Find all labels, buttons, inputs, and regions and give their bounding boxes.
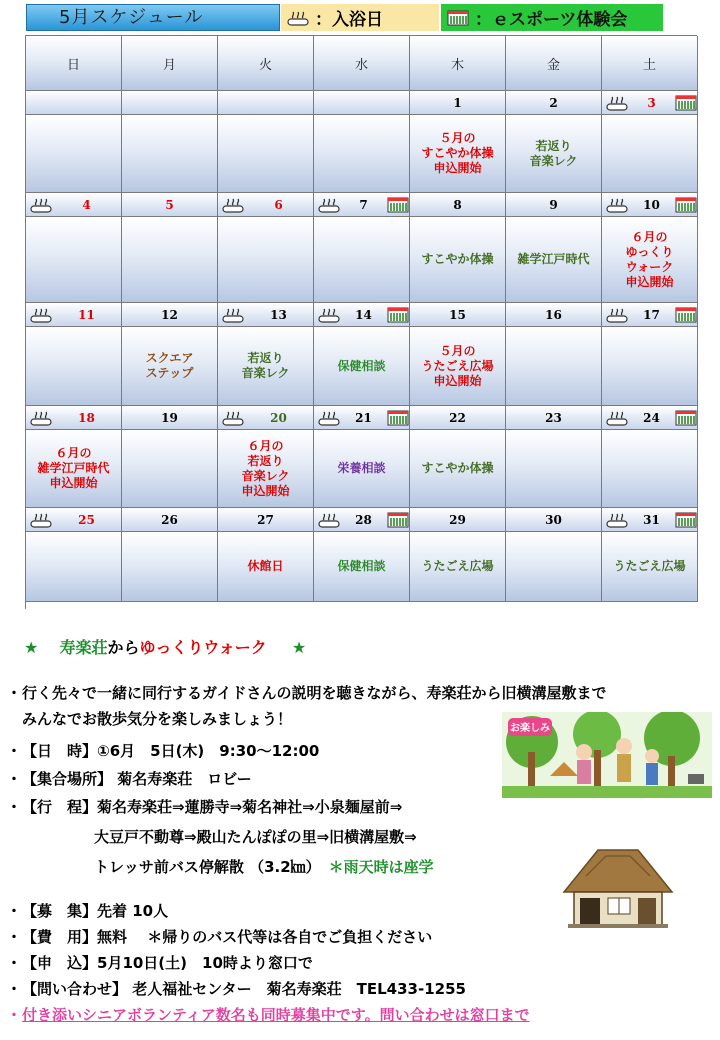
esports-legend [441, 4, 663, 31]
event-cell [506, 532, 602, 602]
date-cell [122, 91, 218, 115]
weekday-header: 金 [506, 36, 602, 91]
inquiry-line: ・【問い合わせ】 老人福祉センター 菊名寿楽荘 TEL433-1255 [6, 980, 466, 998]
weekday-header: 土 [602, 36, 698, 91]
esports-legend-label: ：ｅスポーツ体験会 [475, 10, 628, 30]
date-number: 31 [643, 512, 660, 527]
date-number: 26 [161, 512, 178, 527]
date-cell [506, 303, 602, 327]
date-number: 19 [161, 410, 178, 425]
date-cell [218, 193, 314, 217]
date-cell [506, 91, 602, 115]
date-number: 17 [643, 307, 660, 322]
event-cell [218, 217, 314, 303]
esports-icon [387, 197, 409, 213]
event-cell: すこやか体操 [410, 217, 506, 303]
event-cell [218, 115, 314, 193]
event-cell: スクエア ステップ [122, 327, 218, 406]
hot-spring-icon [30, 197, 52, 213]
event-cell [26, 327, 122, 406]
date-cell [602, 91, 698, 115]
date-number: 4 [82, 197, 91, 212]
walking-people-illustration [502, 712, 712, 798]
date-cell [122, 193, 218, 217]
date-cell [602, 303, 698, 327]
date-number: 12 [161, 307, 178, 322]
date-number: 1 [453, 95, 462, 110]
date-cell [410, 303, 506, 327]
date-number: 18 [78, 410, 95, 425]
hot-spring-icon [606, 512, 628, 528]
event-cell: うたごえ広場 [602, 532, 698, 602]
date-number: 7 [359, 197, 368, 212]
hot-spring-icon [30, 307, 52, 323]
rain-note: ＊雨天時は座学 [328, 858, 434, 876]
date-cell [26, 303, 122, 327]
date-number: 23 [545, 410, 562, 425]
date-number: 6 [274, 197, 283, 212]
event-cell: 栄養相談 [314, 430, 410, 508]
date-number: 3 [647, 95, 656, 110]
route-line-2: 大豆戸不動尊⇒殿山たんぽぽの里⇒旧横溝屋敷⇒ [94, 828, 417, 846]
event-cell [602, 327, 698, 406]
date-cell [506, 508, 602, 532]
date-cell [314, 303, 410, 327]
weekday-header: 水 [314, 36, 410, 91]
volunteer-line: ・付き添いシニアボランティア数名も同時募集中です。問い合わせは窓口まで [6, 1006, 530, 1024]
star-icon: ★ [24, 638, 39, 657]
date-number: 20 [270, 410, 287, 425]
date-number: 10 [643, 197, 660, 212]
event-cell: ６月の ゆっくり ウォーク 申込開始 [602, 217, 698, 303]
hot-spring-icon [222, 410, 244, 426]
date-cell [26, 508, 122, 532]
event-cell: ６月の 若返り 音楽レク 申込開始 [218, 430, 314, 508]
date-cell [26, 406, 122, 430]
intro-line-2: みんなでお散歩気分を楽しみましょう！ [22, 710, 293, 728]
event-cell: 雑学江戸時代 [506, 217, 602, 303]
date-cell [26, 193, 122, 217]
hot-spring-icon [222, 197, 244, 213]
event-cell [122, 430, 218, 508]
walk-heading [24, 635, 306, 658]
weekday-header: 火 [218, 36, 314, 91]
event-cell: 保健相談 [314, 327, 410, 406]
event-cell [26, 115, 122, 193]
weekday-header: 日 [26, 36, 122, 91]
hot-spring-icon [606, 197, 628, 213]
hot-spring-icon [318, 197, 340, 213]
date-number: 13 [270, 307, 287, 322]
recruit-line: ・【募 集】先着 10人 [6, 902, 169, 920]
weekday-header: 月 [122, 36, 218, 91]
event-cell: うたごえ広場 [410, 532, 506, 602]
meeting-line: ・【集合場所】 菊名寿楽荘 ロビー [6, 770, 252, 788]
date-number: 30 [545, 512, 562, 527]
esports-icon [675, 410, 697, 426]
event-cell: ５月の うたごえ広場 申込開始 [410, 327, 506, 406]
date-number: 15 [449, 307, 466, 322]
walk-heading-event: ゆっくりウォーク [139, 638, 267, 657]
date-number: 14 [355, 307, 372, 322]
event-cell: 保健相談 [314, 532, 410, 602]
date-cell [122, 508, 218, 532]
date-cell [218, 303, 314, 327]
esports-icon [675, 95, 697, 111]
event-cell [314, 217, 410, 303]
date-cell [314, 193, 410, 217]
hot-spring-icon [318, 512, 340, 528]
date-cell [218, 91, 314, 115]
hot-spring-icon [318, 410, 340, 426]
event-cell: ５月の すこやか体操 申込開始 [410, 115, 506, 193]
date-cell [410, 508, 506, 532]
date-cell [410, 91, 506, 115]
hot-spring-icon [606, 410, 628, 426]
intro-line-1: ・行く先々で一緒に同行するガイドさんの説明を聴きながら、寿楽荘から旧横溝屋敷まで [6, 684, 607, 702]
walk-heading-from: から [107, 638, 140, 657]
hot-spring-icon [222, 307, 244, 323]
route-line-1: ・【行 程】菊名寿楽荘⇒蓮勝寺⇒菊名神社⇒小泉麺屋前⇒ [6, 798, 403, 816]
event-cell: 若返り 音楽レク [218, 327, 314, 406]
date-cell [602, 406, 698, 430]
date-cell [314, 91, 410, 115]
date-number: 8 [453, 197, 462, 212]
apply-line: ・【申 込】5月10日(土) 10時より窓口で [6, 954, 313, 972]
event-cell: 若返り 音楽レク [506, 115, 602, 193]
hot-spring-icon [606, 307, 628, 323]
hot-spring-icon [318, 307, 340, 323]
thatched-house-illustration [558, 836, 676, 932]
date-cell [314, 508, 410, 532]
esports-icon [387, 307, 409, 323]
date-cell [26, 91, 122, 115]
walk-heading-place: 寿楽荘 [59, 638, 108, 657]
date-number: 5 [165, 197, 174, 212]
illustration-sign-text: お楽しみ [510, 723, 550, 734]
date-cell [506, 193, 602, 217]
hot-spring-icon [30, 512, 52, 528]
schedule-title: 5月スケジュール [26, 4, 280, 31]
esports-icon [675, 197, 697, 213]
date-number: 28 [355, 512, 372, 527]
event-cell: 休館日 [218, 532, 314, 602]
bath-legend-label: ：入浴日 [315, 10, 383, 30]
event-cell [26, 217, 122, 303]
event-cell: ６月の 雑学江戸時代 申込開始 [26, 430, 122, 508]
event-cell [122, 115, 218, 193]
date-number: 24 [643, 410, 660, 425]
event-cell [122, 532, 218, 602]
date-number: 16 [545, 307, 562, 322]
event-cell: すこやか体操 [410, 430, 506, 508]
route-line-3: トレッサ前バス停解散 （3.2㎞） ＊雨天時は座学 [94, 858, 434, 876]
hot-spring-icon [30, 410, 52, 426]
date-number: 2 [549, 95, 558, 110]
date-number: 25 [78, 512, 95, 527]
date-cell [410, 193, 506, 217]
bath-legend [281, 4, 439, 31]
date-cell [218, 508, 314, 532]
date-number: 29 [449, 512, 466, 527]
event-cell [602, 430, 698, 508]
date-number: 27 [257, 512, 274, 527]
calendar-grid [25, 35, 697, 609]
hot-spring-icon [287, 10, 309, 26]
hot-spring-icon [606, 95, 628, 111]
datetime-line: ・【日 時】①6月 5日(木) 9:30～12:00 [6, 742, 320, 760]
date-cell [602, 508, 698, 532]
esports-icon [387, 512, 409, 528]
event-cell [122, 217, 218, 303]
esports-icon [675, 512, 697, 528]
date-number: 22 [449, 410, 466, 425]
date-cell [122, 303, 218, 327]
event-cell [506, 430, 602, 508]
date-cell [122, 406, 218, 430]
event-cell [602, 115, 698, 193]
date-cell [602, 193, 698, 217]
date-cell [314, 406, 410, 430]
date-cell [410, 406, 506, 430]
date-cell [506, 406, 602, 430]
fee-line: ・【費 用】無料 ＊帰りのバス代等は各自でご負担ください [6, 928, 433, 946]
star-icon: ★ [291, 638, 307, 657]
event-cell [506, 327, 602, 406]
date-number: 11 [78, 307, 95, 322]
event-cell [26, 532, 122, 602]
date-number: 21 [355, 410, 372, 425]
event-cell [314, 115, 410, 193]
esports-icon [675, 307, 697, 323]
date-number: 9 [549, 197, 558, 212]
weekday-header: 木 [410, 36, 506, 91]
esports-icon [387, 410, 409, 426]
date-cell [218, 406, 314, 430]
esports-icon [447, 10, 469, 26]
